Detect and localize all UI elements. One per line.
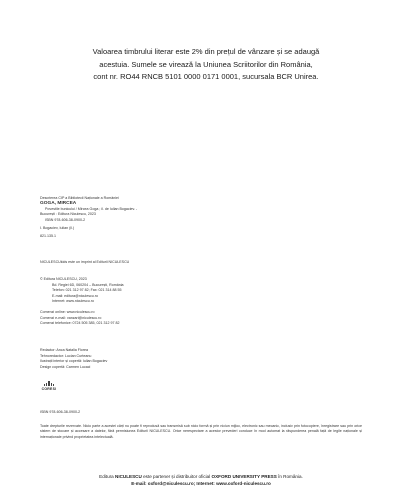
publisher-address: Bd. Regiei 6D, 060204 – București, România	[52, 282, 124, 287]
credit-illustrations: Ilustrații interior și copertă: Iulian Bogaciev	[40, 359, 108, 364]
partner-publisher-name: NICULESCU	[115, 474, 142, 479]
publisher-info	[40, 277, 340, 305]
orders-online: Comenzi online: www.niculescu.ro	[40, 310, 95, 314]
orders-info	[40, 310, 340, 327]
cip-cdu: 821.135.1	[40, 234, 56, 239]
publisher-internet: Internet: www.niculescu.ro	[52, 299, 94, 304]
partner-contact-line	[40, 480, 362, 487]
publisher-email: E-mail: editura@niculescu.ro	[52, 293, 98, 298]
printer-logo-mark-icon	[38, 381, 60, 386]
rights-line-2: mecanic, inclusiv prin fotocopiere, înregistrare sau prin orice sistem de stocare și accesare a datelor, fără permisiunea Editurii NICULESCU.	[40, 424, 362, 434]
imprint-note	[40, 260, 340, 266]
cip-header: Descrierea CIP a Bibliotecii Naționale a României	[40, 196, 119, 200]
credits	[40, 348, 340, 370]
rights-line-3: Orice nerespectare a acestor prevederi conduce în mod automat la răspunderea penală față de legile naționale și internaționale privind	[40, 429, 362, 439]
printer-logo	[38, 381, 60, 393]
isbn-block	[40, 410, 340, 416]
stamp-note-line-2: acestuia. Sumele se virează la Uniunea Scriitorilor din România,	[99, 59, 313, 69]
rights-line-4: proprietatea intelectuală.	[74, 434, 114, 439]
cip-author: GOGA, MIRCEA	[40, 201, 77, 207]
credit-tech-editor: Tehnoredactor: Lucian Curteanu	[40, 353, 92, 358]
partner-line-middle: este partener și distribuitor oficial	[141, 474, 212, 479]
rights-line-1: Toate drepturile rezervate. Nicio parte a acestei cărți nu poate fi reprodusă sau transmisă sub nicio formă și prin niciun mijloc, electronic sau	[40, 424, 265, 428]
credit-cover-design: Design copertă: Carmen Lucaci	[40, 364, 91, 369]
isbn-number: ISBN 978-606-38-0900-2	[40, 410, 81, 414]
partner-contact: E-mail: oxford@niculescu.ro; Internet: www.oxford-niculescu.ro	[131, 481, 271, 486]
rights-notice	[40, 424, 362, 440]
publisher-phone: Telefon: 021 312 97 82; Fax: 021 314 88 55	[52, 288, 122, 293]
stamp-note-line-1: Valoarea timbrului literar este 2% din prețul de vânzare și se adaugă	[92, 47, 320, 56]
orders-phone: Comenzi telefonice: 0724 505 385, 021 312 97 82	[40, 321, 120, 326]
partner-footer	[40, 473, 362, 487]
cip-isbn-line: ISBN 978-606-38-0900-2	[45, 217, 86, 222]
imprint-line: NICULESCUkids este un imprint al Editurii NICULESCU	[40, 260, 130, 264]
stamp-note-line-3: cont nr. RO44 RNCB 5101 0000 0171 0001, sucursala BCR Unirea.	[93, 72, 319, 81]
literary-stamp-note	[56, 46, 356, 84]
cip-illustrator-line: I. Bogaciev, Iulian (il.)	[40, 225, 75, 230]
partner-line	[40, 473, 362, 480]
publisher-copyright: © Editura NICULESCU, 2023	[40, 277, 87, 281]
cip-place-line: București : Editura Niculescu, 2023	[40, 212, 96, 217]
partner-line-prefix: Editura	[99, 474, 115, 479]
printer-logo-word: CORESI	[41, 387, 57, 391]
credit-editor: Redactor: Anca Natalia Florea	[40, 348, 88, 352]
orders-email: Comenzi e-mail: vanzari@niculescu.ro	[40, 315, 102, 320]
cip-description	[40, 196, 340, 239]
cip-title-line: Povestile bunicului / Mircea Goga ; il. de Iulian Bogaciev. -	[45, 207, 138, 212]
partner-oup-name: OXFORD UNIVERSITY PRESS	[211, 474, 277, 479]
partner-line-suffix: în România.	[276, 474, 303, 479]
